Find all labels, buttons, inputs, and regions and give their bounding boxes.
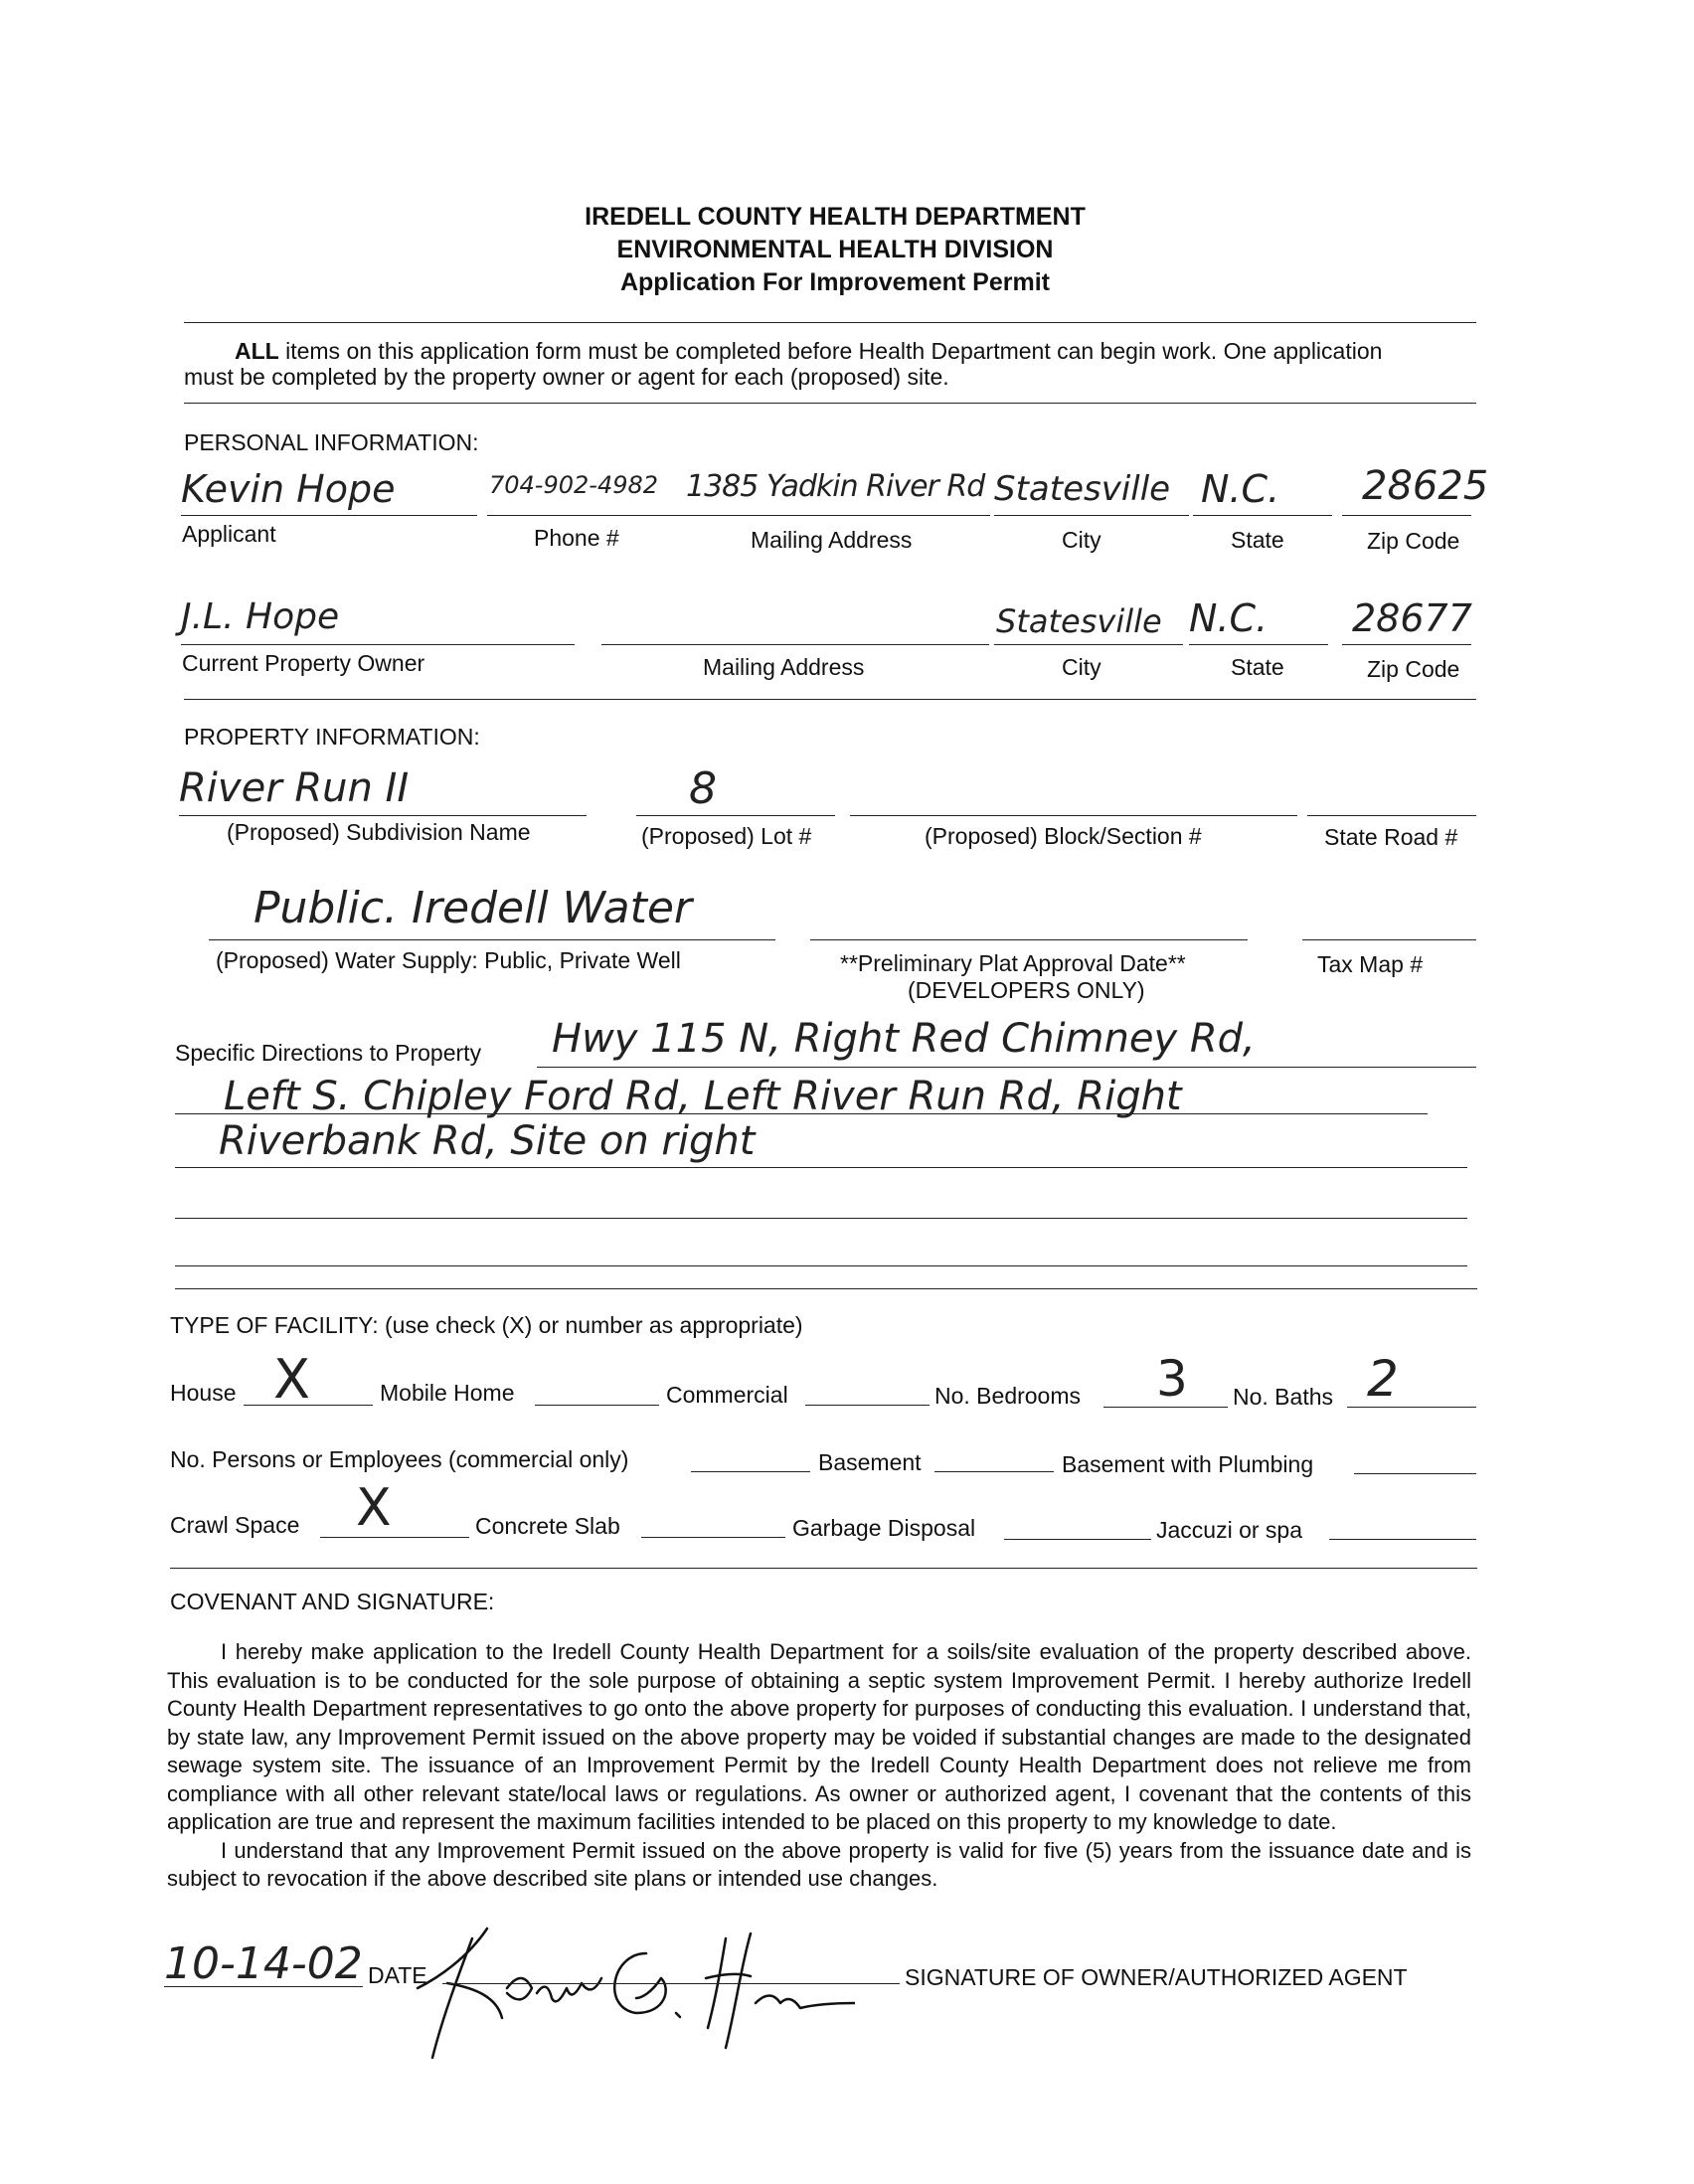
state-line [1193, 515, 1332, 516]
property-info-title: PROPERTY INFORMATION: [184, 724, 480, 750]
road-line [1307, 815, 1476, 816]
signature-label: SIGNATURE OF OWNER/AUTHORIZED AGENT [905, 1964, 1408, 1990]
mailing-label: Mailing Address [751, 527, 913, 553]
date-line [164, 1986, 363, 1987]
basement-label: Basement [818, 1449, 922, 1475]
directions-line-3[interactable]: Riverbank Rd, Site on right [219, 1118, 756, 1164]
slab-label: Concrete Slab [475, 1513, 620, 1539]
covenant-text [167, 1638, 1471, 1894]
owner-mailing-label: Mailing Address [703, 654, 865, 680]
crawl-label: Crawl Space [170, 1512, 300, 1538]
baths-line [1347, 1407, 1476, 1408]
owner-value[interactable]: J.L. Hope [181, 596, 340, 637]
basement-line [934, 1471, 1054, 1472]
divider [184, 699, 1476, 700]
date-value[interactable]: 10-14-02 [164, 1938, 363, 1989]
jacuzzi-label: Jaccuzi or spa [1156, 1517, 1303, 1543]
baths-label: No. Baths [1233, 1384, 1333, 1410]
directions-rule [175, 1265, 1467, 1266]
header-line-2: ENVIRONMENTAL HEALTH DIVISION [616, 236, 1054, 263]
mailing-line [487, 515, 990, 516]
baths-value[interactable]: 2 [1367, 1350, 1399, 1408]
water-value[interactable]: Public. Iredell Water [254, 883, 693, 933]
applicant-label: Applicant [182, 521, 276, 547]
crawl-value[interactable]: X [356, 1478, 392, 1538]
covenant-paragraph-1: I hereby make application to the Iredell County Health Department for a soils/site evaluation of the property described above. This evaluation is to be conducted for the sole purpose of obtaining a septic system Improvement Permit. I hereby authorize Iredell County Health Department representatives to go onto the above property for purposes of conducting this evaluation. I understand that, by state law, any Improvement Permit issued on the above property may be voided if substantial changes are made to the designated sewage system site. The issuance of an Improvement Permit by the Iredell County Health Department does not relieve me from compliance with all other relevant state/local laws or regulations. As owner or authorized agent, I covenant that the contents of this application are true and represent the maximum facilities intended to be placed on this property to my knowledge to date. [167, 1639, 1471, 1834]
divider [184, 403, 1476, 404]
bedrooms-value[interactable]: 3 [1156, 1350, 1188, 1408]
date-label: DATE [368, 1962, 427, 1988]
commercial-line [805, 1405, 930, 1406]
owner-city-line [994, 644, 1183, 645]
block-line [850, 815, 1297, 816]
facility-title: TYPE OF FACILITY: (use check (X) or number as appropriate) [170, 1312, 803, 1338]
taxmap-line [1302, 939, 1476, 940]
directions-rule [175, 1288, 1477, 1289]
basement-plumbing-label: Basement with Plumbing [1062, 1451, 1314, 1477]
plat-label: **Preliminary Plat Approval Date** [840, 950, 1186, 976]
owner-mailing-line [601, 644, 989, 645]
plat-line [810, 939, 1248, 940]
slab-line [641, 1537, 785, 1538]
owner-zip-line [1342, 644, 1471, 645]
water-label: (Proposed) Water Supply: Public, Private Well [216, 947, 681, 973]
lot-label: (Proposed) Lot # [641, 823, 812, 849]
persons-label: No. Persons or Employees (commercial only) [170, 1446, 629, 1472]
zip-label: Zip Code [1367, 528, 1460, 554]
house-value[interactable]: X [273, 1348, 310, 1411]
owner-label: Current Property Owner [182, 650, 425, 676]
owner-line [181, 644, 575, 645]
directions-label: Specific Directions to Property [175, 1040, 482, 1066]
applicant-line [181, 515, 477, 516]
lot-line [636, 815, 835, 816]
phone-value[interactable]: 704-902-4982 [489, 471, 659, 499]
directions-line-1[interactable]: Hwy 115 N, Right Red Chimney Rd, [552, 1016, 1256, 1062]
owner-city-value[interactable]: Statesville [996, 602, 1162, 640]
house-label: House [170, 1380, 237, 1406]
directions-rule [537, 1067, 1476, 1068]
water-line [209, 939, 775, 940]
bedrooms-line [1103, 1407, 1228, 1408]
zip-line [1342, 515, 1471, 516]
zip-value[interactable]: 28625 [1362, 463, 1489, 509]
lot-value[interactable]: 8 [689, 763, 717, 814]
signature-line [442, 1983, 900, 1984]
mailing-address-value[interactable]: 1385 Yadkin River Rd [686, 469, 985, 504]
subdivision-label: (Proposed) Subdivision Name [227, 819, 531, 845]
intro-line-2: must be completed by the property owner or agent for each (proposed) site. [184, 364, 949, 390]
block-label: (Proposed) Block/Section # [925, 823, 1202, 849]
road-label: State Road # [1324, 824, 1458, 850]
state-value[interactable]: N.C. [1201, 467, 1280, 511]
house-line [244, 1405, 373, 1406]
jacuzzi-line [1329, 1539, 1476, 1540]
city-line [994, 515, 1189, 516]
covenant-paragraph-2: I understand that any Improvement Permit issued on the above property is valid for five (5) years from the issuance date and is subject to revocation if the above described site plans or intended use changes. [167, 1837, 1471, 1891]
owner-city-label: City [1062, 654, 1101, 680]
personal-info-title: PERSONAL INFORMATION: [184, 429, 479, 455]
owner-state-value[interactable]: N.C. [1189, 596, 1269, 640]
garbage-label: Garbage Disposal [792, 1515, 976, 1541]
crawl-line [320, 1537, 469, 1538]
garbage-line [1004, 1539, 1151, 1540]
subdivision-value[interactable]: River Run II [179, 765, 410, 811]
header-line-1: IREDELL COUNTY HEALTH DEPARTMENT [585, 203, 1086, 231]
intro-line-1: ALL items on this application form must be completed before Health Department can begin work. One application [235, 338, 1383, 364]
state-label: State [1231, 527, 1284, 553]
covenant-title: COVENANT AND SIGNATURE: [170, 1589, 495, 1614]
owner-state-line [1189, 644, 1328, 645]
city-label: City [1062, 527, 1101, 553]
subdivision-line [179, 815, 587, 816]
directions-rule [175, 1218, 1467, 1219]
persons-line [691, 1471, 810, 1472]
basement-plumbing-line [1354, 1473, 1476, 1474]
city-value[interactable]: Statesville [994, 469, 1171, 509]
directions-line-2[interactable]: Left S. Chipley Ford Rd, Left River Run Rd, Right [224, 1074, 1182, 1119]
applicant-value[interactable]: Kevin Hope [181, 467, 396, 511]
taxmap-label: Tax Map # [1317, 951, 1424, 977]
mobile-line [535, 1405, 659, 1406]
signature-drawing [398, 1919, 855, 2068]
owner-state-label: State [1231, 654, 1284, 680]
owner-zip-value[interactable]: 28677 [1352, 596, 1472, 640]
mobile-label: Mobile Home [380, 1380, 515, 1406]
header-line-3: Application For Improvement Permit [619, 268, 1050, 296]
owner-zip-label: Zip Code [1367, 656, 1460, 682]
divider [184, 322, 1476, 323]
directions-rule [175, 1167, 1467, 1168]
plat-label-2: (DEVELOPERS ONLY) [908, 977, 1145, 1003]
phone-label: Phone # [534, 525, 619, 551]
commercial-label: Commercial [666, 1382, 788, 1408]
divider [170, 1568, 1477, 1569]
bedrooms-label: No. Bedrooms [934, 1383, 1082, 1409]
directions-rule [175, 1113, 1428, 1114]
